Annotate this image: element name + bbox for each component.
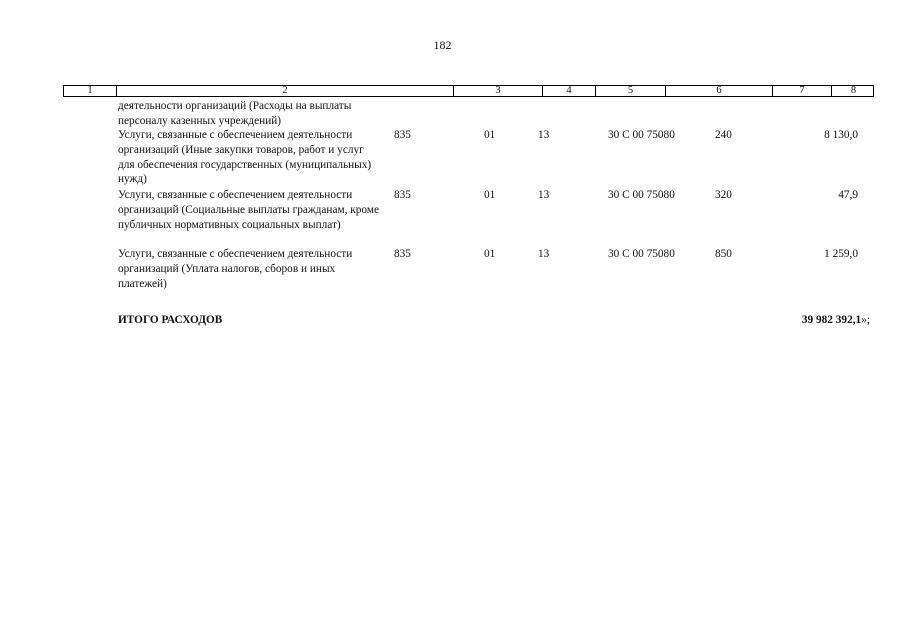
row-ved: 835 xyxy=(394,248,411,260)
row-vr: 320 xyxy=(715,189,732,201)
row-vr: 240 xyxy=(715,129,732,141)
row-rz: 01 xyxy=(484,129,496,141)
total-value-wrap xyxy=(802,313,870,328)
page-number: 182 xyxy=(433,38,452,52)
header-col-4: 4 xyxy=(542,86,595,96)
row-description: Услуги, связанные с обеспечением деятельности организаций (Социальные выплаты гражданам, кроме публичных нормативных социальных выплат) xyxy=(118,189,380,231)
row-csr: 30 С 00 75080 xyxy=(608,248,675,260)
row-description: Услуги, связанные с обеспечением деятельности организаций (Уплата налогов, сборов и иных платежей) xyxy=(118,248,353,290)
header-col-8: 8 xyxy=(831,86,875,96)
row-ved: 835 xyxy=(394,189,411,201)
row-description: деятельности организаций (Расходы на выплаты персоналу казенных учреждений) xyxy=(118,100,352,127)
header-col-7: 7 xyxy=(772,86,831,96)
row-csr: 30 С 00 75080 xyxy=(608,129,675,141)
row-pr: 13 xyxy=(538,248,550,260)
row-sum: 1 259,0 xyxy=(824,248,858,260)
header-col-3: 3 xyxy=(453,86,542,96)
table-header xyxy=(63,85,874,97)
row-pr: 13 xyxy=(538,189,550,201)
row-description: Услуги, связанные с обеспечением деятельности организаций (Иные закупки товаров, работ и услуг для обеспечения государственных (муниципальных) нужд) xyxy=(118,129,372,186)
header-col-2: 2 xyxy=(116,86,453,96)
row-sum: 8 130,0 xyxy=(824,129,858,141)
header-col-5: 5 xyxy=(595,86,665,96)
row-sum: 47,9 xyxy=(838,189,858,201)
row-rz: 01 xyxy=(484,248,496,260)
row-csr: 30 С 00 75080 xyxy=(608,189,675,201)
row-vr: 850 xyxy=(715,248,732,260)
total-suffix: »; xyxy=(861,314,870,326)
header-col-1: 1 xyxy=(87,85,93,96)
total-label: ИТОГО РАСХОДОВ xyxy=(118,314,223,326)
total-value: 39 982 392,1 xyxy=(801,314,862,326)
row-rz: 01 xyxy=(484,189,496,201)
header-col-6: 6 xyxy=(665,86,772,96)
row-ved: 835 xyxy=(394,129,411,141)
row-pr: 13 xyxy=(538,129,550,141)
